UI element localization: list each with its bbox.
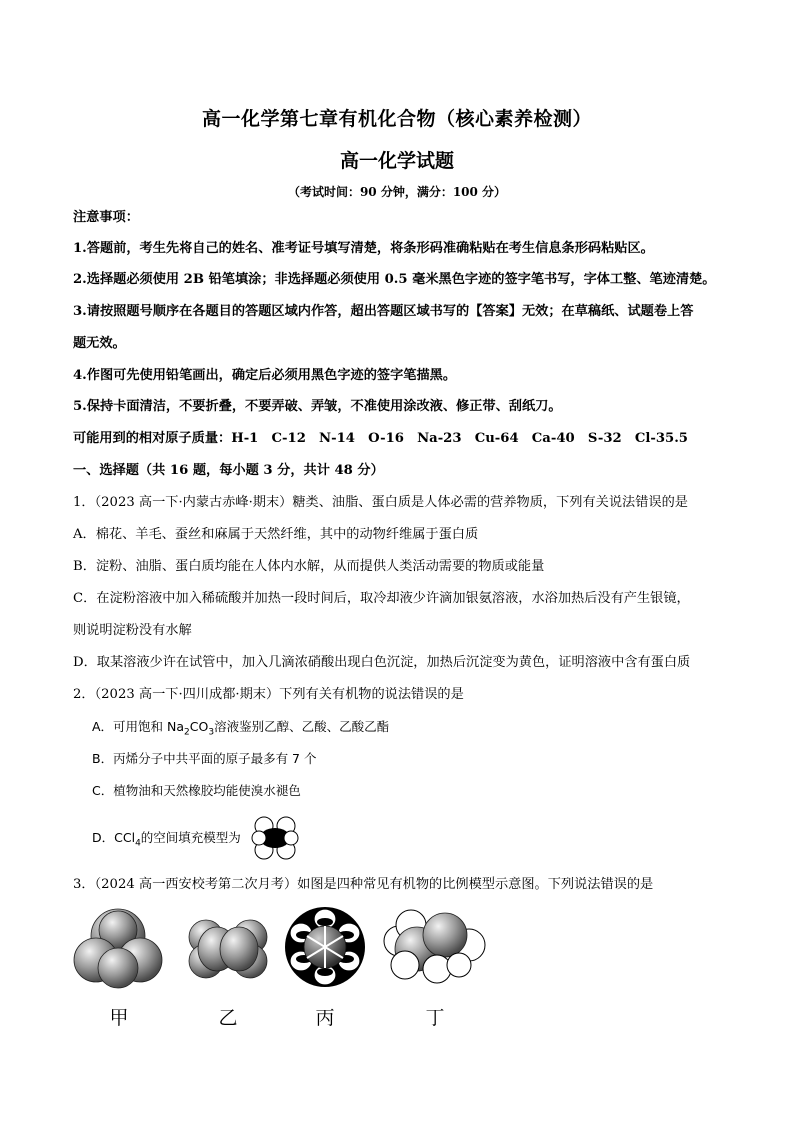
q1-option-c-cont: 则说明淀粉没有水解	[73, 623, 192, 638]
notice-heading: 注意事项：	[73, 210, 139, 225]
q2-option-d: D．CCl$_4$的空间填充模型为	[92, 830, 241, 849]
section-heading: 一、选择题（共 16 题，每小题 3 分，共计 48 分）	[73, 463, 384, 478]
q1-option-d: D．取某溶液少许在试管中，加入几滴浓硝酸出现白色沉淀，加热后沉淀变为黄色，证明溶液中含有蛋白质	[73, 655, 691, 670]
notice-item: 3.请按照题号顺序在各题目的答题区域内作答，超出答题区域书写的【答案】无效；在草稿纸、试题卷上答	[73, 304, 694, 319]
notice-item: 1.答题前，考生先将自己的姓名、准考证号填写清楚，将条形码准确粘贴在考生信息条形码粘贴区。	[73, 241, 654, 256]
notice-item: 4.作图可先使用铅笔画出，确定后必须用黑色字迹的签字笔描黑。	[73, 368, 457, 383]
q2-stem: 2．（2023 高一下·四川成都·期末）下列有关有机物的说法错误的是	[73, 687, 464, 702]
notice-item: 5.保持卡面清洁，不要折叠，不要弄破、弄皱，不准使用涂改液、修正带、刮纸刀。	[73, 399, 562, 414]
exam-info: （考试时间：90 分钟，满分：100 分）	[287, 185, 507, 199]
model-bing-image	[283, 905, 367, 989]
model-ding-image	[377, 905, 489, 987]
q2-option-a: A．可用饱和 $Na_2CO_3$溶液鉴别乙醇、乙酸、乙酸乙酯	[92, 719, 390, 738]
model-label-bing: 丙	[315, 1007, 335, 1029]
atomic-masses: 可能用到的相对原子质量：H-1 C-12 N-14 O-16 Na-23 Cu-64 Ca-40 S-32 Cl-35.5	[73, 431, 688, 446]
model-label-yi: 乙	[218, 1007, 238, 1029]
q2-option-b: B．丙烯分子中共平面的原子最多有 7 个	[92, 751, 317, 766]
model-label-jia: 甲	[109, 1007, 129, 1029]
page-subtitle: 高一化学试题	[339, 150, 454, 172]
notice-item: 2.选择题必须使用 2B 铅笔填涂；非选择题必须使用 0.5 毫米黑色字迹的签字笔书写，字体工整、笔迹清楚。	[73, 272, 716, 287]
ccl4-model-image	[250, 815, 300, 861]
q1-option-a: A．棉花、羊毛、蚕丝和麻属于天然纤维，其中的动物纤维属于蛋白质	[73, 527, 479, 542]
model-jia-image	[70, 898, 166, 994]
q1-stem: 1．（2023 高一下·内蒙古赤峰·期末）糖类、油脂、蛋白质是人体必需的营养物质，下列有关说法错误的是	[73, 495, 688, 510]
q2-option-c: C．植物油和天然橡胶均能使溴水褪色	[92, 783, 301, 798]
model-label-ding: 丁	[425, 1007, 445, 1029]
q3-stem: 3．（2024 高一西安校考第二次月考）如图是四种常见有机物的比例模型示意图。下列说法错误的是	[73, 877, 654, 892]
q1-option-b: B．淀粉、油脂、蛋白质均能在人体内水解，从而提供人类活动需要的物质或能量	[73, 559, 545, 574]
page-title: 高一化学第七章有机化合物（核心素养检测）	[201, 108, 592, 130]
model-yi-image	[183, 915, 273, 981]
q1-option-c: C．在淀粉溶液中加入稀硫酸并加热一段时间后，取冷却液少许滴加银氨溶液，水浴加热后没有产生银镜，	[73, 591, 690, 606]
notice-item: 题无效。	[73, 336, 126, 351]
